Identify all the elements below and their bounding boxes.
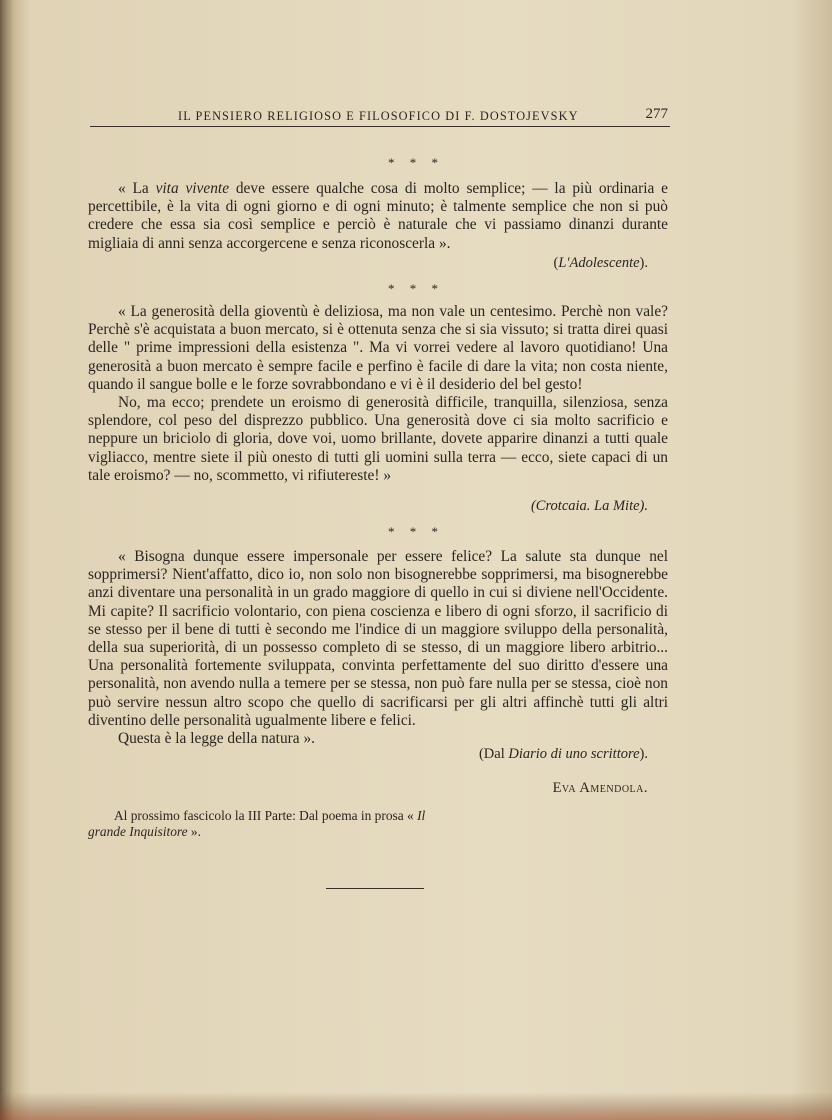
- section-2-paragraph-2: No, ma ecco; prendete un eroismo di generosità difficile, tranquilla, silenziosa, senza splendore, col peso del disprezzo pubblico. Una generosità dove ci sia molto sacrificio e neppure un briciolo di gloria, dove voi, uomo brillante, dovete apparire dinanzi a tutti quale vigliacco, mentre siete il più onesto di tutti gli uomini sulla terra — ecco, siete capaci di un tale eroismo? — no, scommetto, vi rifiutereste! »: [88, 394, 668, 484]
- section-separator: * * *: [388, 281, 444, 296]
- section-separator: * * *: [388, 155, 444, 170]
- section-2-source: (Crotcaia. La Mite).: [530, 498, 648, 514]
- section-3-paragraph-1: « Bisogna dunque essere impersonale per essere felice? La salute sta dunque nel sopprimersi? Nient'affatto, dico io, non solo non bisognerebbe sopprimersi, ma bisognerebbe anzi diventare una personalità in un grado maggiore di quello in cui si diviene nell'Occidente. Mi capite? Il sacrificio volontario, con piena coscienza e libero di ogni sforzo, il sacrificio di se stesso per il bene di tutti è secondo me l'indice di un maggiore sviluppo della personalità, della sua superiorità, di un possesso completo di se stesso, di un maggiore libero arbitrio... Una personalità fortemente sviluppata, convinta perfettamente del suo diritto d'essere una personalità, non avendo nulla a temere per se stessa, non può fare nulla per se stessa, cioè non può servire nessun altro scopo che quello di sacrificarsi per gli altri affinchè tutti gli altri diventino delle personalità ugualmente libere e felici.: [88, 548, 668, 729]
- closing-rule: [326, 888, 424, 889]
- section-3-source: (Dal Diario di uno scrittore).: [478, 746, 648, 762]
- section-1-source: (L'Adolescente).: [553, 255, 648, 271]
- section-1-text: « La vita vivente deve essere qualche cosa di molto semplice; — la più ordinaria e percettibile, è la vita di ogni giorno e di ogni minuto; è talmente semplice che non si può credere che essa sia così semplice e perciò è naturale che vi passiamo dinanzi durante migliaia di anni senza accorgercene e senza riconoscerla ».: [88, 180, 669, 252]
- section-separator: * * *: [388, 524, 444, 539]
- section-2-text: [88, 303, 668, 485]
- section-3-text: [88, 548, 668, 748]
- running-title: IL PENSIERO RELIGIOSO E FILOSOFICO DI F. DOSTOJEVSKY: [178, 109, 579, 123]
- next-issue-note: Al prossimo fascicolo la III Parte: Dal poema in prosa « Il grande Inquisitore ».: [88, 808, 426, 839]
- author-signature: Eva Amendola.: [552, 780, 648, 796]
- section-3-paragraph-2: Questa è la legge della natura ».: [118, 730, 315, 748]
- page-header: [90, 106, 670, 127]
- section-2-paragraph-1: « La generosità della gioventù è deliziosa, ma non vale un centesimo. Perchè non vale? Perchè s'è acquistata a buon mercato, si è ottenuta senza che si sia vissuto; si tratta direi quasi delle " prime impressioni della esistenza ". Ma vi vorrei vedere al lavoro quotidiano! Una generosità a buon mercato è sempre facile e perfino è facile di dare la vita; non costa niente, quando il sangue bolle e le forze sovrabbondano e vi è il desiderio del bel gesto!: [88, 303, 668, 393]
- page-number: 277: [645, 106, 668, 122]
